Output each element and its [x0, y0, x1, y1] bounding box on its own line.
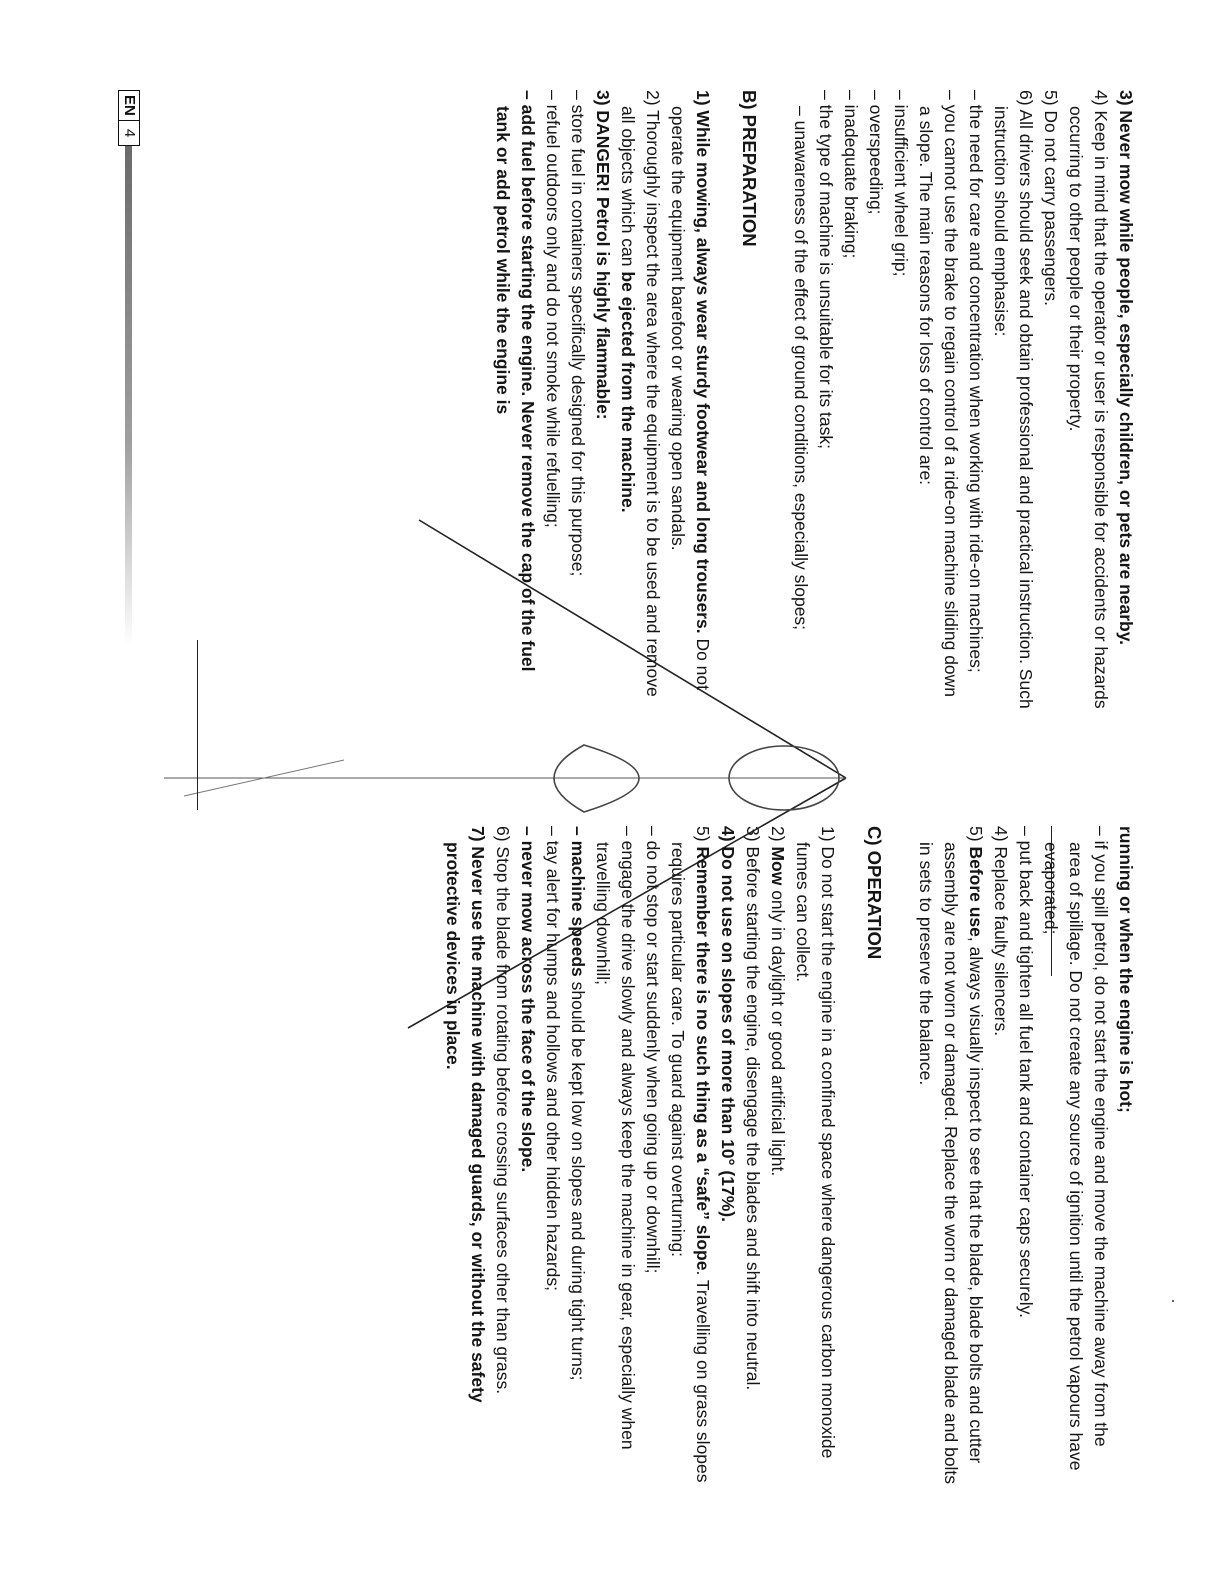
control-loss-reason-1: – insufficient wheel grip; [891, 90, 911, 277]
operation-item-6: 6) Stop the blade from rotating before crossing surfaces other than grass. [493, 826, 513, 1395]
sketch-blade-shape [554, 745, 639, 812]
control-loss-reason-4: – the type of machine is unsuitable for its task; [816, 90, 836, 449]
preparation-item-5: 5) Before use, always visually inspect to see that the blade, blade bolts and cutter assembly are not worn or damaged. Replace the worn or damaged blade and bolts in sets to preserve the balance. [916, 826, 986, 1485]
section-title-operation: C) OPERATION [864, 826, 885, 960]
right-column [440, 826, 1138, 1486]
operation-item-2: 2) Mow only in daylight or good artificial light. [768, 826, 788, 1177]
scan-speck [1172, 1300, 1174, 1302]
slope-rule-2: – engage the drive slowly and always keep the machine in gear, especially when travelling downhill; [593, 826, 638, 1450]
fuel-rule-5: – put back and tighten all fuel tank and container caps securely. [1016, 826, 1036, 1318]
preparation-item-2: 2) Thoroughly inspect the area where the equipment is to be used and remove all objects which can be ejected from the machine. [618, 90, 663, 697]
safety-item-6-dash-2: – you cannot use the brake to regain control of a ride-on machine sliding down a slope. The main reasons for loss of control are: [916, 90, 961, 698]
operation-item-7: 7) Never use the machine with damaged guards, or without the safety protective devices in place. [443, 826, 488, 1403]
control-loss-reason-5: – unawareness of the effect of ground conditions, especially slopes; [791, 106, 811, 631]
section-title-preparation: B) PREPARATION [739, 90, 760, 247]
safety-item-6-dash-1: – the need for care and concentration when working with ride-on machines; [966, 90, 986, 673]
operation-item-4: 4) Do not use on slopes of more than 10° (17%). [718, 826, 738, 1222]
safety-item-3: 3) Never mow while people, especially children, or pets are nearby. [1116, 90, 1136, 646]
control-loss-reason-3: – inadequate braking; [841, 90, 861, 259]
fuel-rule-3-continued: running or when the engine is hot; [1116, 826, 1136, 1113]
column-divider-left [197, 640, 198, 810]
safety-item-6: 6) All drivers should seek and obtain professional and practical instruction. Such instruction should emphasise: [991, 90, 1036, 709]
fuel-rule-2: – refuel outdoors only and do not smoke while refuelling; [543, 90, 563, 528]
page-footer-bar [126, 146, 133, 646]
operation-item-3: 3) Before starting the engine, disengage the blades and shift into neutral. [743, 826, 763, 1391]
left-column [490, 90, 1138, 710]
slope-rule-5: – never mow across the face of the slope. [518, 826, 538, 1173]
page-number: 4 [118, 121, 140, 146]
slope-rule-1: – do not stop or start suddenly when going up or downhill; [643, 826, 663, 1274]
preparation-item-4: 4) Replace faulty silencers. [991, 826, 1011, 1037]
operation-item-5: 5) Remember there is no such thing as a “safe” slope. Travelling on grass slopes requires particular care. To guard against overturning: [668, 826, 713, 1483]
preparation-item-3: 3) DANGER! Petrol is highly flammable: [593, 90, 613, 420]
control-loss-reason-2: – overspeeding; [866, 90, 886, 215]
sketch-ellipse-small [729, 746, 839, 810]
page-number-badge [118, 90, 140, 646]
slope-rule-3: – machine speeds should be kept low on slopes and during tight turns; [568, 826, 588, 1381]
fuel-rule-4: – if you spill petrol, do not start the engine and move the machine away from the area of spillage. Do not create any source of ignition until the petrol vapours have evaporated; [1041, 826, 1111, 1471]
safety-item-5: 5) Do not carry passengers. [1041, 90, 1061, 306]
operation-item-1: 1) Do not start the engine in a confined space where dangerous carbon monoxide fumes can collect. [793, 826, 838, 1459]
slope-rule-4: – tay alert for humps and hollows and other hidden hazards; [543, 826, 563, 1292]
fuel-rule-3: – add fuel before starting the engine. Never remove the cap of the fuel tank or add petrol while the engine is [493, 90, 538, 672]
safety-item-4: 4) Keep in mind that the operator or user is responsible for accidents or hazards occurring to other people or their property. [1066, 90, 1111, 709]
sketch-faint-line [184, 760, 344, 796]
preparation-item-1: 1) While mowing, always wear sturdy footwear and long trousers. Do not operate the equipment barefoot or wearing open sandals. [668, 90, 713, 691]
fuel-rule-1: – store fuel in containers specifically designed for this purpose; [568, 90, 588, 577]
language-code: EN [118, 90, 140, 121]
